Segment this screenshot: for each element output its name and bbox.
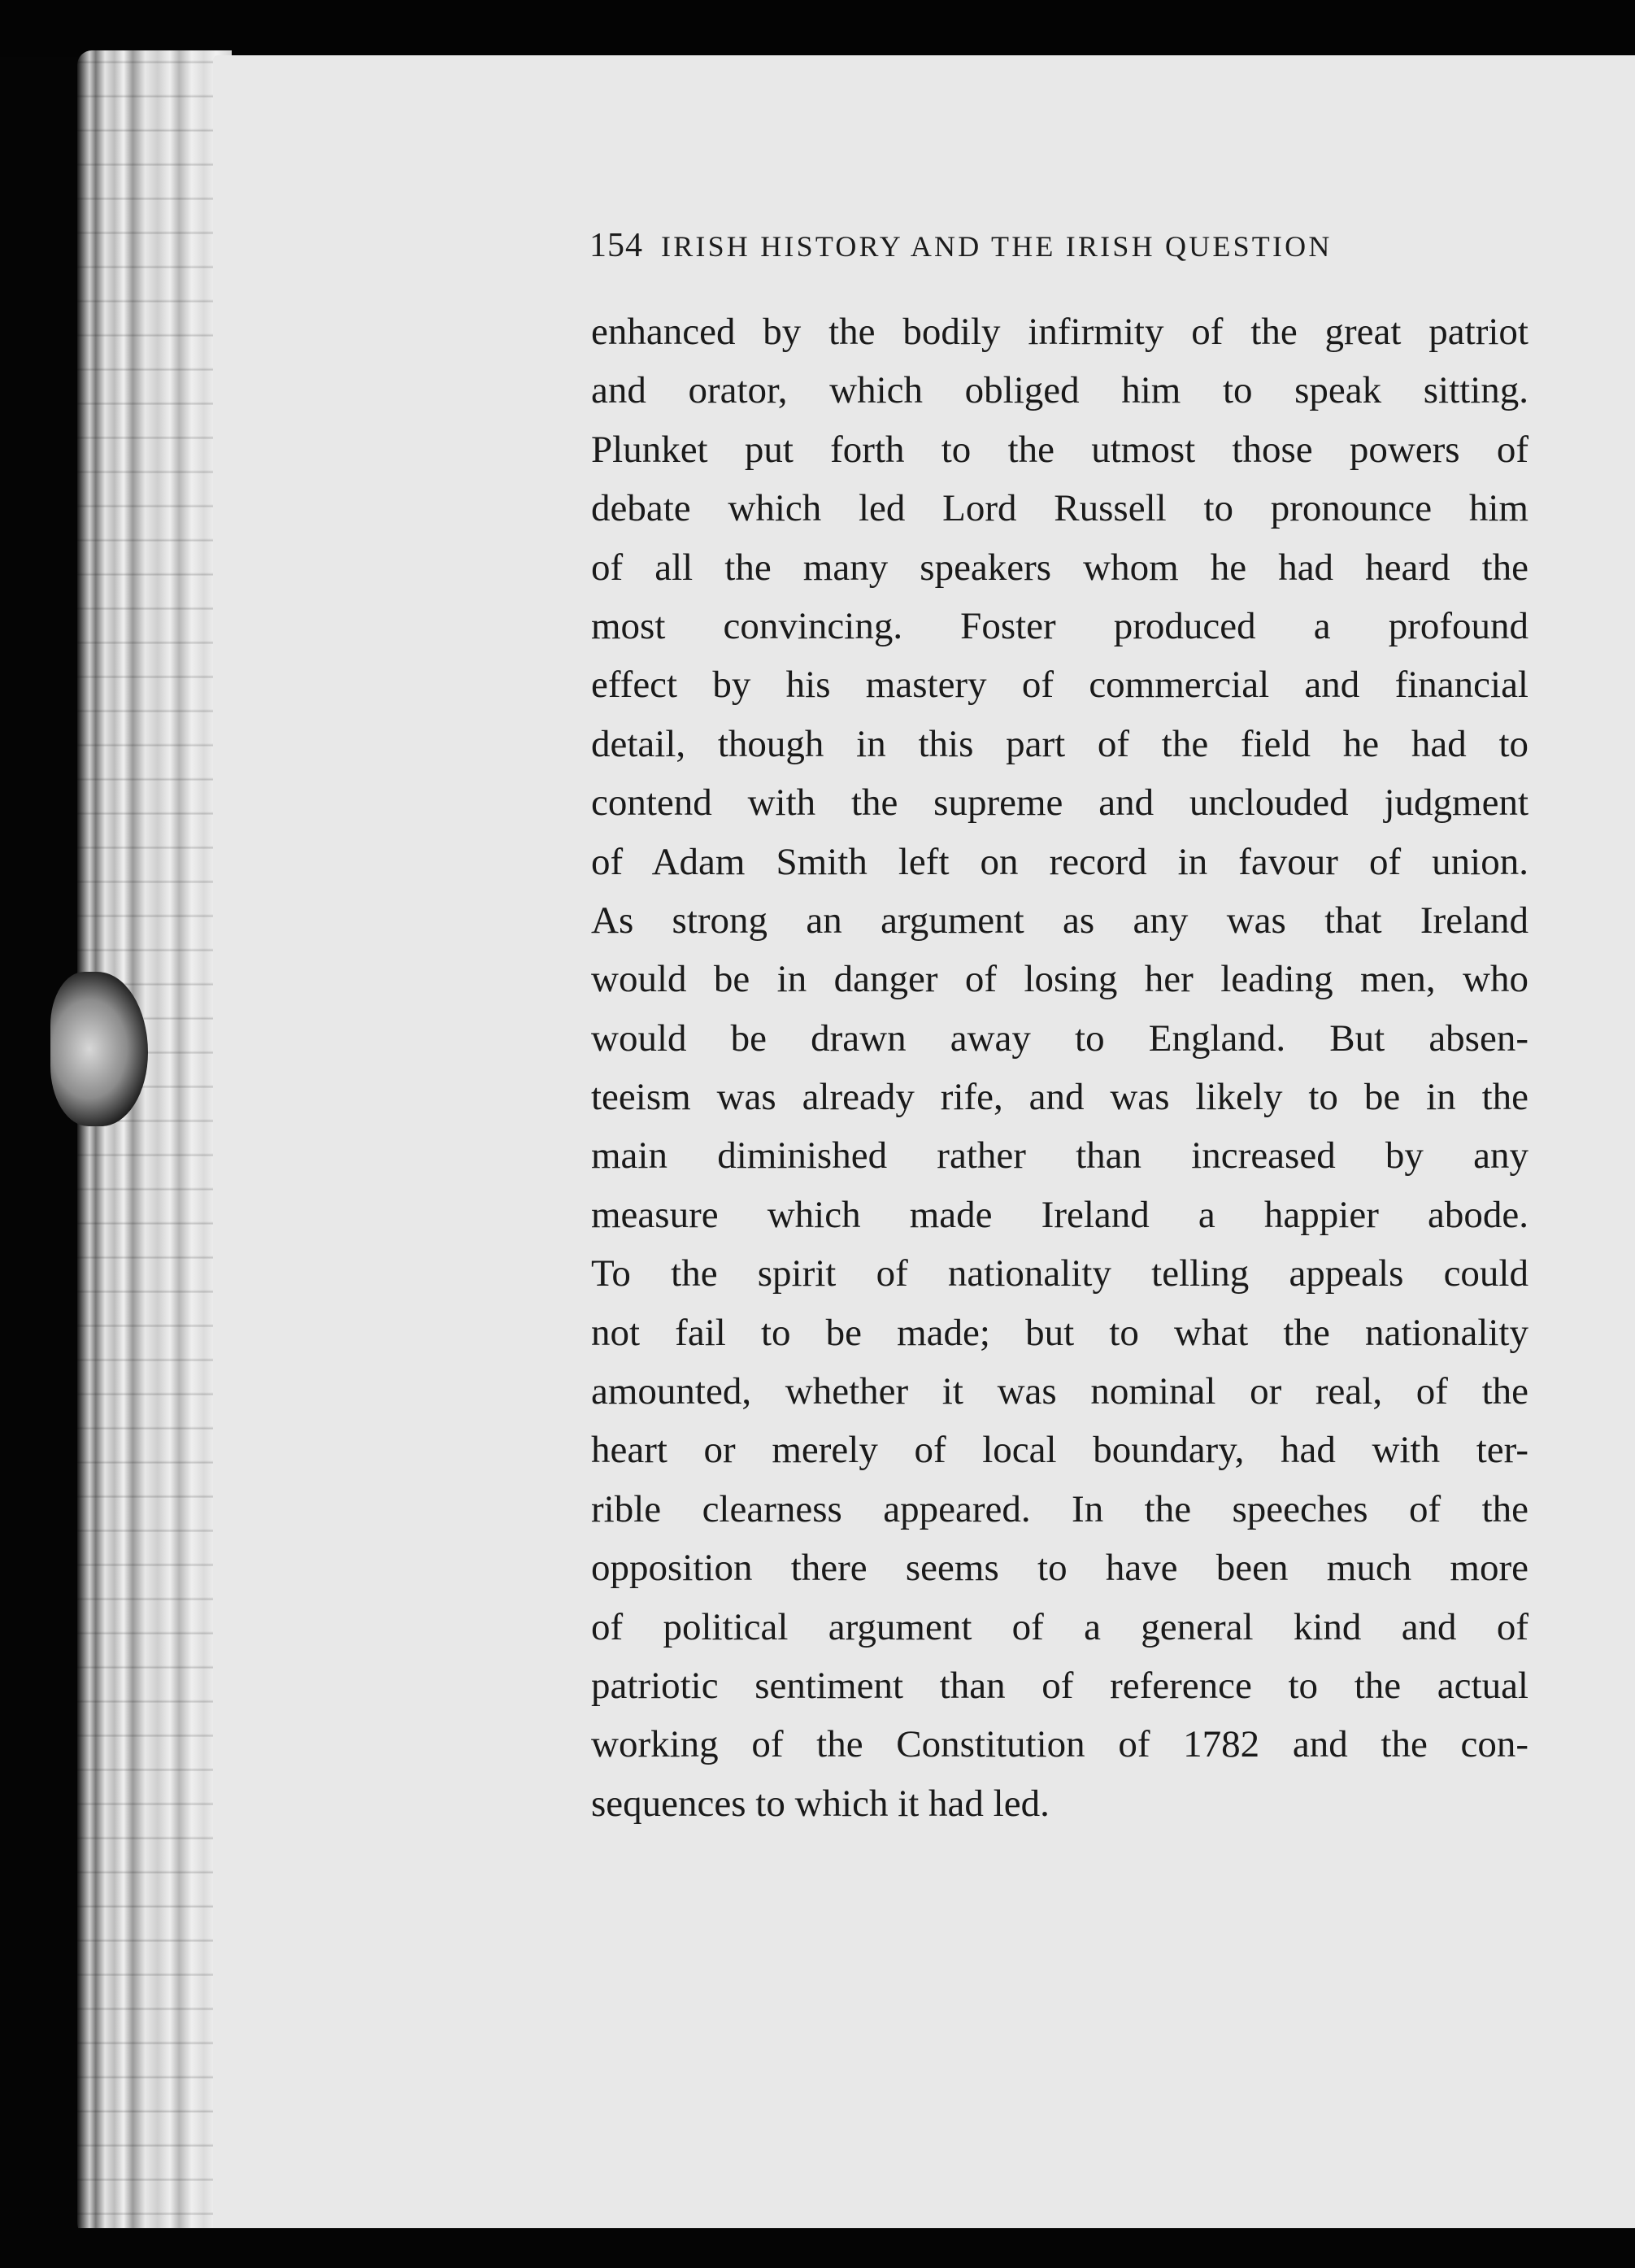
text-line: sequences to which it had led. [591,1782,1050,1825]
text-line: enhanced by the bodily infirmity of the great patriot [591,311,1528,353]
running-head [589,226,1468,265]
text-line: of Adam Smith left on record in favour of union. [591,840,1528,883]
text-line: To the spirit of nationality telling appeals could [591,1252,1528,1295]
text-line: teeism was already rife, and was likely to be in the [591,1076,1528,1119]
text-line: amounted, whether it was nominal or real, of the [591,1370,1528,1413]
text-line: would be in danger of losing her leading men, who [591,958,1528,1001]
body-text [591,303,1528,1833]
text-line: of all the many speakers whom he had heard the [591,546,1528,589]
text-line: not fail to be made; but to what the nationality [591,1311,1528,1354]
text-line: would be drawn away to England. But absen- [591,1016,1528,1060]
text-line: patriotic sentiment than of reference to the actual [591,1664,1528,1707]
text-line: Plunket put forth to the utmost those powers of [591,428,1528,471]
text-line: debate which led Lord Russell to pronounce him [591,487,1528,530]
text-line: effect by his mastery of commercial and financial [591,664,1528,707]
page-number: 154 [589,227,643,264]
text-line: rible clearness appeared. In the speeches of the [591,1487,1528,1530]
text-line: and orator, which obliged him to speak sitting. [591,369,1528,412]
text-line: opposition there seems to have been much more [591,1547,1528,1590]
scan-top-margin [0,0,1635,57]
text-line: most convincing. Foster produced a profound [591,604,1528,647]
running-title: IRISH HISTORY AND THE IRISH QUESTION [661,230,1333,263]
page-edge-stack [77,50,232,2246]
text-line: working of the Constitution of 1782 and the con- [591,1723,1528,1766]
text-line: As strong an argument as any was that Ireland [591,899,1528,942]
text-line: main diminished rather than increased by any [591,1134,1528,1178]
text-line: detail, though in this part of the field he had to [591,722,1528,765]
text-line: measure which made Ireland a happier abode. [591,1193,1528,1236]
text-line: contend with the supreme and unclouded judgment [591,781,1528,825]
scan-bottom-margin [0,2228,1635,2268]
text-line: of political argument of a general kind and of [591,1605,1528,1648]
text-line: heart or merely of local boundary, had with ter- [591,1429,1528,1472]
